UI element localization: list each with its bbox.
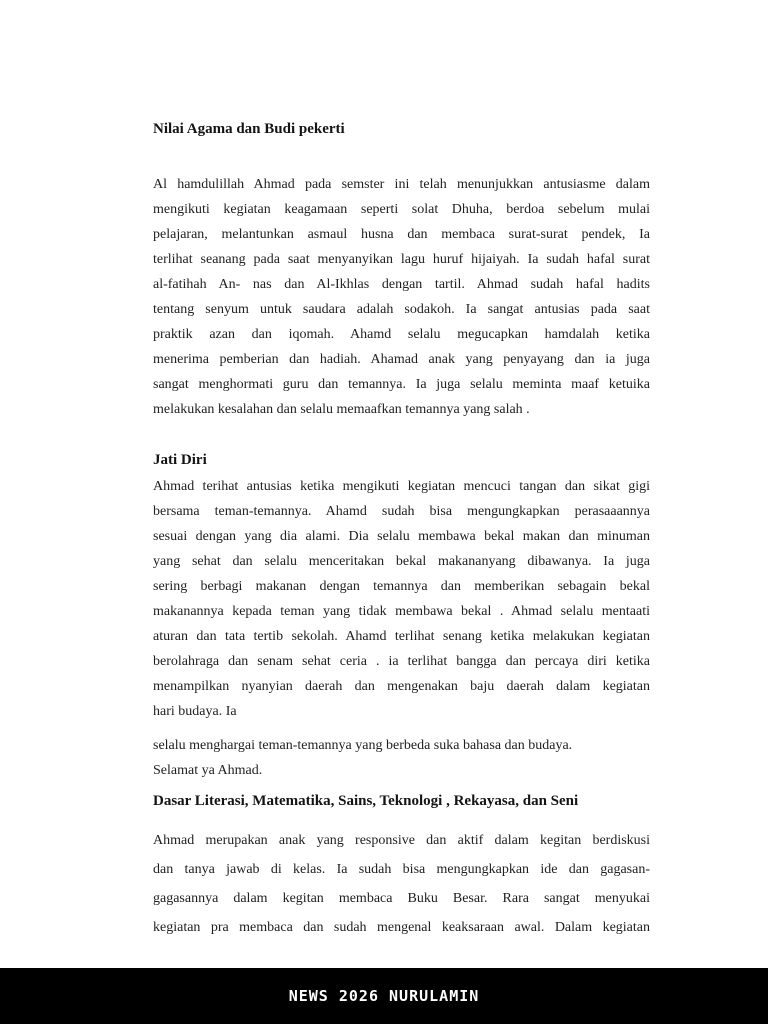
text-line: makanannya kepada teman yang tidak membawa bekal . Ahmad selalu mentaati [153,604,650,619]
text-line: kegiatan pra membaca dan sudah mengenal keaksaraan awal. Dalam kegiatan [153,920,650,935]
text-line: Ahmad terihat antusias ketika mengikuti kegiatan mencuci tangan dan sikat gigi [153,479,650,494]
text-line: sering berbagi makanan dengan temannya dan memberikan sebagain bekal [153,579,650,594]
text-line: sangat menghormati guru dan temannya. Ia juga selalu meminta maaf ketuika [153,377,650,392]
text-line: menerima pemberian dan hadiah. Ahamad anak yang penyayang dan ia juga [153,352,650,367]
text-line: hari budaya. Ia [153,704,237,719]
footer-banner [0,968,768,1024]
text-line: bersama teman-temannya. Ahamd sudah bisa mengungkapkan perasaaannya [153,504,650,519]
paragraph-jati-diri-closing [153,733,650,783]
text-line: Al hamdulillah Ahmad pada semster ini telah menunjukkan antusiasme dalam [153,177,650,192]
text-line: selalu menghargai teman-temannya yang berbeda suka bahasa dan budaya. [153,738,573,753]
text-line: berolahraga dan senam sehat ceria . ia terlihat bangga dan percaya diri ketika [153,654,650,669]
footer-watermark-text: NEWS 2026 NURULAMIN [288,987,480,1005]
paragraph-dasar-literasi [153,826,650,942]
text-line: Selamat ya Ahmad. [153,763,263,778]
document-content [153,120,650,942]
text-line: terlihat seanang pada saat menyanyikan lagu huruf hijaiyah. Ia sudah hafal surat [153,252,650,267]
text-line: menampilkan nyanyian daerah dan mengenakan baju daerah dalam kegiatan [153,679,650,694]
text-line: tentang senyum untuk saudara adalah sodakoh. Ia sangat antusias pada saat [153,302,650,317]
section-heading-dasar-literasi: Dasar Literasi, Matematika, Sains, Teknologi , Rekayasa, dan Seni [153,793,579,809]
text-line: al-fatihah An- nas dan Al-Ikhlas dengan tartil. Ahmad sudah hafal hadits [153,277,650,292]
text-line: yang sehat dan selalu menceritakan bekal makananyang dibawanya. Ia juga [153,554,650,569]
section-heading-nilai-agama: Nilai Agama dan Budi pekerti [153,121,345,137]
paragraph-jati-diri [153,474,650,724]
text-line: Ahmad merupakan anak yang responsive dan aktif dalam kegitan berdiskusi [153,833,650,848]
text-line: dan tanya jawab di kelas. Ia sudah bisa mengungkapkan ide dan gagasan- [153,862,650,877]
text-line: gagasannya dalam kegitan membaca Buku Besar. Rara sangat menyukai [153,891,650,906]
text-line: sesuai dengan yang dia alami. Dia selalu membawa bekal makan dan minuman [153,529,650,544]
text-line: melakukan kesalahan dan selalu memaafkan temannya yang salah . [153,402,530,417]
text-line: aturan dan tata tertib sekolah. Ahamd terlihat senang ketika melakukan kegiatan [153,629,650,644]
text-line: pelajaran, melantunkan asmaul husna dan membaca surat-surat pendek, Ia [153,227,650,242]
section-heading-jati-diri: Jati Diri [153,452,207,468]
text-line: mengikuti kegiatan keagamaan seperti solat Dhuha, berdoa sebelum mulai [153,202,650,217]
paragraph-nilai-agama [153,172,650,422]
text-line: praktik azan dan iqomah. Ahamd selalu megucapkan hamdalah ketika [153,327,650,342]
